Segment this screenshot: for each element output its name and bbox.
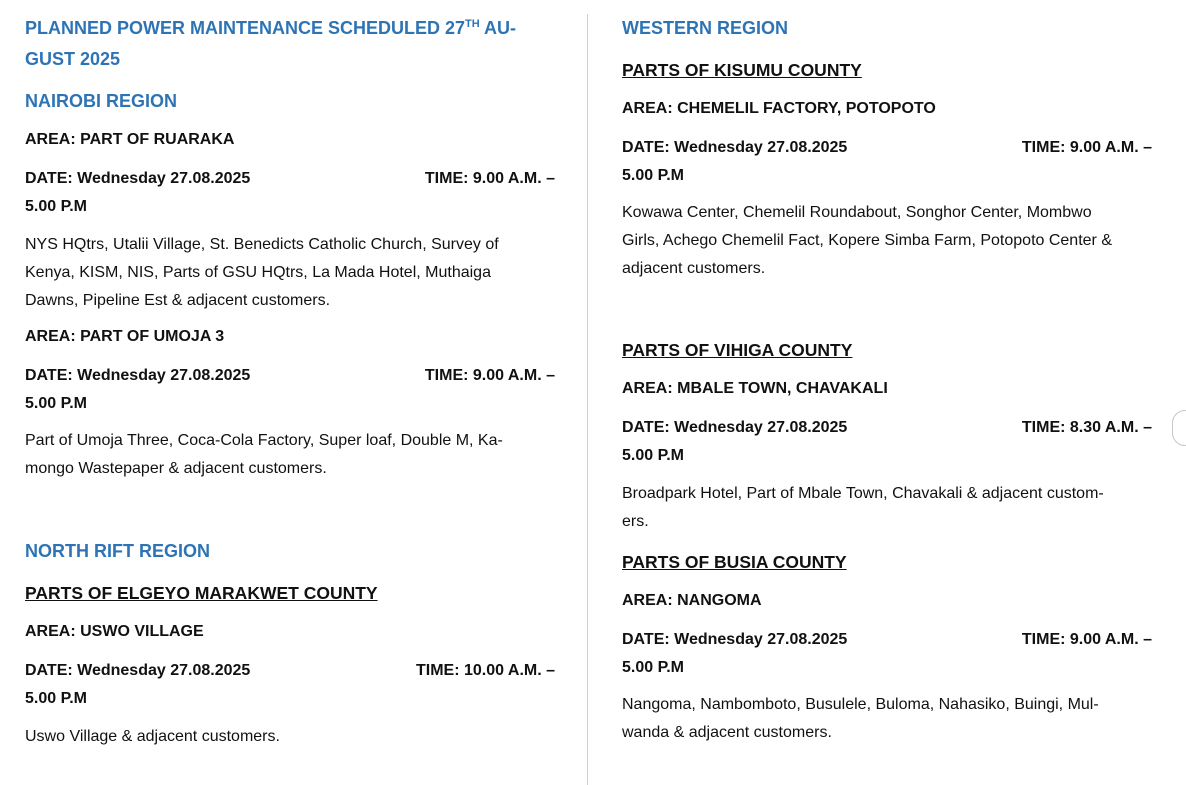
affected-locations: Uswo Village & adjacent customers. <box>25 728 280 745</box>
affected-locations: Broadpark Hotel, Part of Mbale Town, Chavakali & adjacent custom- ers. <box>622 485 1104 530</box>
time-end-label: 5.00 P.M <box>25 197 87 215</box>
area-label: AREA: USWO VILLAGE <box>25 623 204 640</box>
date-label: DATE: Wednesday 27.08.2025 <box>622 631 848 648</box>
title-superscript: TH <box>465 18 480 30</box>
time-label: TIME: 9.00 A.M. – <box>1021 631 1152 648</box>
area-label: AREA: CHEMELIL FACTORY, POTOPOTO <box>622 100 936 117</box>
county-heading: PARTS OF KISUMU COUNTY <box>622 60 862 80</box>
affected-locations: Part of Umoja Three, Coca-Cola Factory, Super loaf, Double M, Ka- mongo Wastepaper & adjacent customers. <box>25 432 503 477</box>
date-label: DATE: Wednesday 27.08.2025 <box>25 662 251 679</box>
date-label: DATE: Wednesday 27.08.2025 <box>622 419 848 436</box>
time-end-label: 5.00 P.M <box>622 658 684 676</box>
county-heading: PARTS OF ELGEYO MARAKWET COUNTY <box>25 583 378 603</box>
scroll-handle[interactable] <box>1172 410 1186 446</box>
date-time-block <box>622 626 1152 681</box>
time-end-label: 5.00 P.M <box>25 689 87 707</box>
county-heading: PARTS OF BUSIA COUNTY <box>622 552 847 572</box>
date-label: DATE: Wednesday 27.08.2025 <box>25 367 251 384</box>
time-label: TIME: 10.00 A.M. – <box>416 662 555 679</box>
region-heading-nairobi: NAIROBI REGION <box>25 91 178 111</box>
area-label: AREA: MBALE TOWN, CHAVAKALI <box>622 380 888 397</box>
column-divider <box>587 14 588 785</box>
time-label: TIME: 9.00 A.M. – <box>424 170 555 187</box>
date-label: DATE: Wednesday 27.08.2025 <box>25 170 251 187</box>
region-heading-western: WESTERN REGION <box>622 18 789 38</box>
time-end-label: 5.00 P.M <box>622 446 684 464</box>
date-time-block <box>622 414 1152 469</box>
time-label: TIME: 9.00 A.M. – <box>1021 139 1152 156</box>
affected-locations: Nangoma, Nambomboto, Busulele, Buloma, Nahasiko, Buingi, Mul- wanda & adjacent customers. <box>622 696 1099 741</box>
page-title: PLANNED POWER MAINTENANCE SCHEDULED 27TH AU- GUST 2025 <box>25 18 517 69</box>
affected-locations: Kowawa Center, Chemelil Roundabout, Songhor Center, Mombwo Girls, Achego Chemelil Fact, Kopere Simba Farm, Potopoto Center & adjacent customers. <box>622 204 1112 277</box>
area-label: AREA: PART OF RUARAKA <box>25 131 235 148</box>
affected-locations: NYS HQtrs, Utalii Village, St. Benedicts Catholic Church, Survey of Kenya, KISM, NIS, Parts of GSU HQtrs, La Mada Hotel, Muthaiga Dawns, Pipeline Est & adjacent customers. <box>25 236 499 309</box>
time-end-label: 5.00 P.M <box>25 394 87 412</box>
region-heading-north-rift: NORTH RIFT REGION <box>25 541 210 561</box>
date-label: DATE: Wednesday 27.08.2025 <box>622 139 848 156</box>
date-time-block <box>25 657 555 712</box>
date-time-block <box>25 165 555 220</box>
date-time-block <box>622 134 1152 189</box>
time-label: TIME: 8.30 A.M. – <box>1021 419 1152 436</box>
time-label: TIME: 9.00 A.M. – <box>424 367 555 384</box>
date-time-block <box>25 362 555 417</box>
time-end-label: 5.00 P.M <box>622 166 684 184</box>
area-label: AREA: PART OF UMOJA 3 <box>25 328 225 345</box>
county-heading: PARTS OF VIHIGA COUNTY <box>622 340 853 360</box>
area-label: AREA: NANGOMA <box>622 592 762 609</box>
